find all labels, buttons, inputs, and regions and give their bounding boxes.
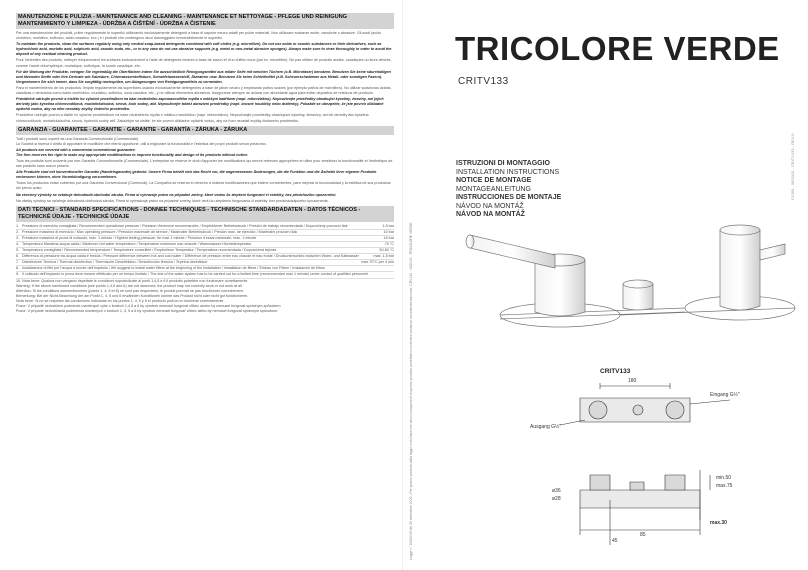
dim-outlet: Ausgang G½" [530,424,561,430]
dimension-drawing [530,378,800,560]
spec-value: max 70°C per 4 min [361,260,394,265]
guarantee-paragraph: Na všetky výrobky sa vzťahuje dohodnutá obchodná záruka. Firma si vyhradzuje právo na prípadné zmeny, ktoré vedú ku zlepšeniu fungovania či estetiky, bez predchádzajúceho upozornenia. [16,198,329,203]
language-title: INSTRUCCIONES DE MONTAJE [456,194,562,201]
guarantee-paragraph: Todos los productos están cubiertos por una Garantía Convencional (Comercial). La Compañía se reserva el derecho a realizar modificaciones que estime convenientes, para mejorar la funcionalidad y la estética de sus productos sin previo aviso. [16,181,391,191]
spec-number: 7. [16,260,20,265]
spec-text: Disinfezione Termica / Thermal disinfection / Thermische Desinfektion / Desinfección térmica / Tepelná dezinfekce [22,260,208,265]
guarantee-paragraph: Tous les produits sont couverts par une Garantie Conventionnelle (Commerciale). L'entreprise se réserve le droit d'apporter les modifications qui seront retenues appropriées et utiles pour améliorer la fonctionnalité et l'esthétique de ses produits sans aucun préavis. [16,158,393,169]
language-title: ISTRUZIONI DI MONTAGGIO [456,160,550,167]
dim-d36: ø36 [552,488,561,494]
instructions-languages [456,160,561,220]
dim-max75: max.75 [716,483,733,489]
guarantee-header: GARANZIA - GUARANTEE - GARANTIE - GARANTIE - GARANTÍA - ZÁRUKA - ZÁRUKA [16,126,394,135]
right-margin-code-text: F1059 - 06/2015 - CRITV133 - REV.0 [790,133,795,200]
specs-notes: 10. Nota bene: Qualora non vengano rispettate le condizioni sopraindicate ai punti 1,4,5 e 6 il prodotto potrebbe non funzionare correttamente. Warning: If the above mentioned conditions (see points 1,4,5 and 6) are not observed, the product may not correctly work or not work at all. Attention: Si les conditions susmentionnées (points 1, 4, 5 et 6) ne sont pas respectées, le produit pourrait ne pas fonctionner correctement. Bemerkung: Bei der Nicht-Beachtung der am Punkt 1, 4, 5 und 6 erwähnten Konditionen könnte das Produkt nicht oder nicht gut funktionieren. Nota bene: Si no se respetan las condiciones indicadas en los puntos 1, 4, 5 y 6 el producto podría no funcionar correctamente. Pozor: V případě nedodržení podmínek uvedených výše v bodech 1,4,5 a 6 by výrobek nemusel fungovat vůbec anebo by nemusel fungovat správným způsobem. Pozor: V prípade nedodržania podmienok uvedených v bodoch 1, 4, 5 a 6 by výrobok nemusel fungovať vôbec alebo by nemusel fungovať správnym spôsobom. [16,278,282,314]
spec-value [390,266,394,271]
spec-text: Il collaudo dell'impianto in prova deve essere effettuato per un tempo limitato / The test of the water system has to be carried out for a limited time (recommended max 1 minute) under control of qualified personnel [22,272,368,277]
maintenance-paragraph: Pravidelně udržujte povrch a čistěte ho výlučně prostředkem na bázi neutrálního zapomaxovitého mýdla s měkkým hadříkem (např. mikrovlákno). Nepoužívejte prostředky obsahující kyseliny, žíraviny, ani jejich deriváty jako kyselina chlorovodíková, muriatická/solná, sírová, louh sodný, atd. Nepoužívejte taktéž abrazivní prostředky (např. brusné houbičky nebo drátěnky). Pokaždé se ubezpečte, že jste povrch důkladně opláchli vodou, aby na něm neostaly zbytky čisticího prostředku. [16,97,384,112]
vertical-legal-note [410,10,418,560]
spec-value [390,272,394,277]
product-title: TRICOLORE VERDE [455,30,780,67]
top-view [560,383,730,425]
mixer-illustration [440,220,800,340]
spec-text: Installazione di filtri per l'acqua a monte dell'impianto / We suggest to install water filters at the beginning of the installation / Installation de filtres / Einbau von Filtern / Instalación de filtros [22,266,325,271]
guarantee-paragraph: All products are covered with a commercial conventional guarantee. The firm reserves the right to make any appropriate modifications to improve functionality and design of its products without notice. [16,147,249,157]
spec-value: 16 bar [383,235,394,240]
guarantee-paragraph: Na všechny výrobky se vztahuje dohodnutá obchodní záruka. Firma si vyhrazuje právo na případné změny, které vedou ke zlepšení fungování či estetiky, bez předchozího upozornění. [16,192,337,197]
spec-text: Temperatura consigliata / Recommended temperature / Température conseillée / Empfohlene Temperatur / Temperatura recomendada / Doporučená teplota [22,248,277,253]
spec-number: 5. [16,248,20,253]
spec-value: 50-60 °C [379,248,394,253]
guarantee-body [16,137,394,204]
right-margin-code [790,20,798,200]
product-code: CRITV133 [458,76,509,87]
maintenance-paragraph: Für die Wartung der Produkte, reinigen Sie regelmäßig die Oberflächen indem Sie ausschließlich Reinigungsmittel aus milder Seife mit weichen Tüchern (z.B. Mikrofaser) benutzen. Benutzen Sie keine säurehaltigen und ätzenden Stoffe oder ihre Derivate wie Salzsäure, Chlorwasserstoffsäure, Schwefelwasserstoff, Ätznatron usw. Benutzen Sie keine Schleifmittel (z.B. Scheuerschwämme aus Metall- oder sonstigen Fasern). Vergewissern Sie sich immer, dass Sie sorgfältig nachspülen, um Ablagerungen von Reinigungsmitteln zu vermeiden. [16,69,391,84]
spec-text: Temperatura Massima acqua calda / Maximum hot water temperature / Température maximum eau chaude / Warmwasser-Höchsttemperatur [22,242,252,246]
language-title: MONTAGEANLEITUNG [456,185,531,193]
spec-number: 9. [16,272,20,277]
language-title: NOTICE DE MONTAGE [456,177,532,184]
spec-value: max. 1,5 bar [373,254,394,259]
spec-number: 8. [16,266,20,271]
maintenance-header: MANUTENZIONE E PULIZIA - MAINTENANCE AND CLEANING - MAINTENANCE ET NETTOYAGE - PFLEGE UND REINIGUNG MANTENIMIENTO Y LIMPIEZA - ÚDRŽBA A ČIŠTĚNÍ - ÚDRŽBA A ČISTENIE [16,13,394,29]
dim-180: 180 [628,378,637,384]
spec-text: Pressione massima di prova di collaudo, max. 1 minuto / Highest testing pressure, for max 1 minute / Pression d'essai maximale, max. 1 minute [22,235,257,240]
spec-text: Differenza di pressione tra acqua calda e fredda / Pressure difference between hot and cold water / Différence de pression entre eau chaude et eau froide / Druckunterschied zwischen Warm- und Kaltwasser [22,254,359,259]
left-spout [466,235,555,268]
dim-85: 85 [640,532,646,538]
dim-inlet: Eingang G½" [710,392,740,398]
language-title: NÁVOD NA MONTÁŽ [456,211,525,218]
spec-number: 1. [16,223,20,228]
spec-number: 3. [16,235,20,240]
maintenance-body [16,31,394,124]
dimension-code: CRITV133 [600,368,631,375]
specs-header: DATI TECNICI - STANDARD SPECIFICATIONS - DONNEE TECHNIQUES - TECHNISCHE STANDARDADATEN - DATOS TÉCNICOS - TECHNICKÉ ÚDAJE - TECHNICKÉ ÚDAJE [16,206,394,222]
specs-list [16,224,394,279]
dim-min50: min.50 [716,475,732,481]
language-title: INSTALLATION INSTRUCTIONS [456,168,560,176]
spec-value: 10 bar [383,229,394,234]
dimension-drawing-svg [540,380,800,560]
maintenance-paragraph: Per una manutenzione dei prodotti, pulire regolarmente le superfici utilizzando esclusivamente detergenti a base di sapone neutro adatti per pulire materiali. Non utilizzare sostanze acide, caustiche o abrasive. Gli acidi (acido cloridrico, muriatico, solforico, acido ossalico, ecc.) e i prodotti che contengono alcol danneggiano irreversibilmente le superfici. [16,31,382,41]
dim-45: 45 [612,538,618,544]
spec-number: 4. [16,242,20,246]
spec-text: Pressione di esercizio consigliata / Recommended operational pressure / Pression d'exercice recommandée / Empfohlener Betriebsdruck / Presión de trabajo recomendada / Doporučený provozní tlak [22,223,348,228]
maintenance-paragraph: To maintain the products, clean the surfaces regularly using only neutral soap-based detergents combined with soft cloths (e.g. microfibre). Do not use acids or caustic substances or their derivatives, such as hydrochloric acid, muriatic acid, sulphuric acid, caustic soda, etc., or in any case do not use abrasive supports (e.g. metal or non-metal abrasive sponges). Always make sure to rinse thoroughly in order to avoid the deposit of any residual cleaning product. [16,42,392,57]
spec-value: 70 °C [384,242,394,246]
dim-max30: max.30 [710,520,727,526]
page-divider [402,0,403,570]
center-knob [623,280,653,310]
left-text-column [16,11,394,561]
guarantee-paragraph: Alle Produkte sind mit konventioneller Garantie (Handelsgarantie) gedeckt. Unsere Firma behält sich das Recht vor, die angemessenen Änderungen, die die Funktion und die Ästhetik ihrer eigenen Produkte verbessern können, ohne Vorankündigung vorzunehmen. [16,170,377,180]
spec-value: 1-5 bar [382,223,394,228]
right-handle [720,225,785,310]
guarantee-paragraph: Tutti i prodotti sono coperti da una Garanzia Convenzionale (Commerciale). La Società si riserva il diritto di apportare le modifiche che riterrà opportune, utili a migliorare la funzionalità e l'estetica dei propri prodotti senza preavviso. [16,136,267,146]
spec-number: 2. [16,229,20,234]
maintenance-paragraph: Pour l'entretien des produits, nettoyer fréquemment les surfaces exclusivement à l'aide de détergents neutres à base de savon et d'un chiffon doux (par ex. microfibre). Ne pas utiliser de produits acides, caustiques ou leurs dérivés, comme l'acide chlorhydrique, muriatique, sulfurique, la soude caustique, etc. [16,58,392,68]
dim-d28: ø28 [552,496,561,502]
maintenance-paragraph: Para el mantenimiento de los productos, limpiar regularmente las superficies usando exclusivamente detergentes a base de jabón neutro y empleando paños suaves (por ejemplo paños de microfibra). No utilizar sustancias ácidas, cáusticas o derivados como ácido clorhídrico, muriático, sulfúrico, sosa cáustica, etc., y no utilizar elementos abrasivos. Asegurarse siempre de aclarar con abundante agua para evitar depósitos de residuos de producto. [16,85,392,96]
maintenance-paragraph: Pravidelne udržujte povrch a čistite ho výlučne prostriedkom na báze neutrálneho mydla s mäkkou handričkou (napr. mikrovlákno). Nepoužívajte prostriedky obsahujúce kyseliny, žieraviny, ani ich deriváty ako kyselina chlorovodíková, muriatická/soľná, sírová, hydroxid sodný atď. Zakaždým sa uistite, že ste povrch dôkladne opláchli vodou, aby na ňom neostali zvyšky čistiaceho prostriedku. [16,113,369,123]
spec-number: 6. [16,254,20,259]
vertical-legal-text: Legge n° 162/2009 del 25 settembre 2009 - Per quanto previsto dalla legge si dichiara che alcuni componenti di questo prodotto potrebbero contenere sostanze considerate dannose. CRV133 · 06/2015 · TRICOLORE VERDE [409,222,413,560]
spec-text: Pressione massima di esercizio / Max operating pressure / Pression maximale de service / Maximaler Betriebsdruck / Presión max. de ejercicio / Maximální provozní tlak [22,229,298,234]
language-title: NÁVOD NA MONTÁŽ [456,202,524,210]
